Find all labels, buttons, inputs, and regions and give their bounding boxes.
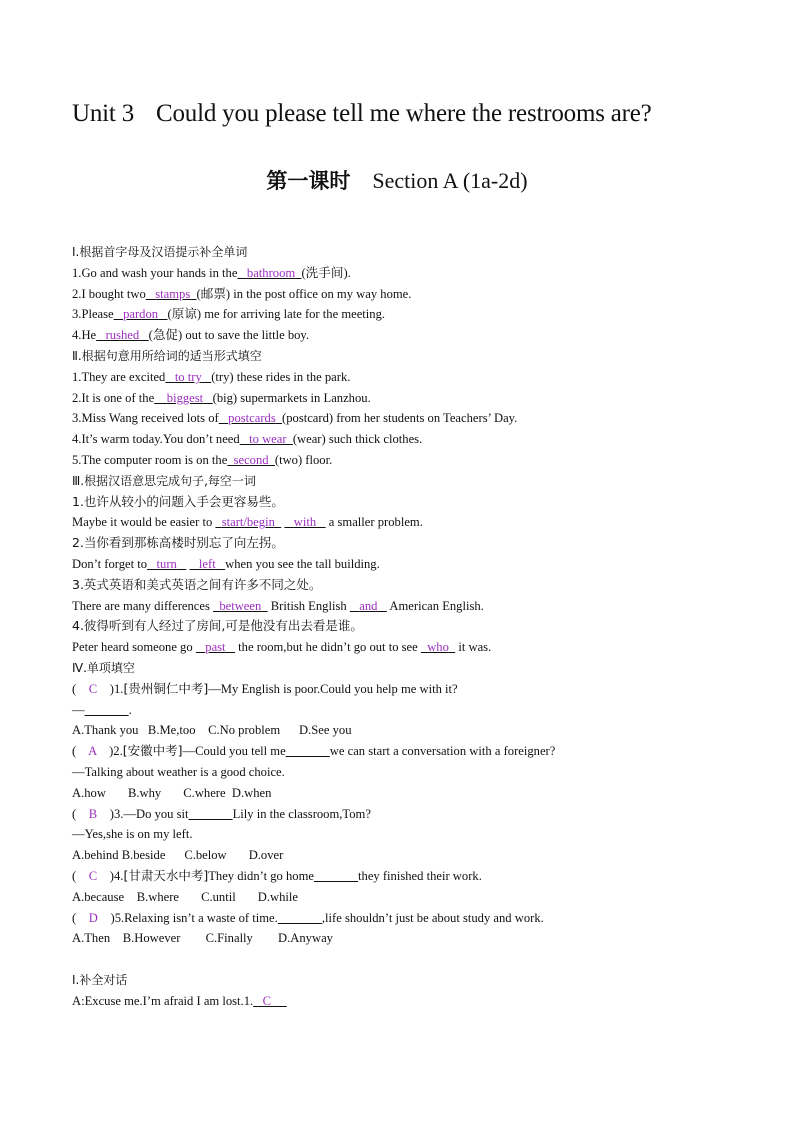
answer-blank [350, 599, 387, 613]
mc-reply: —Yes,she is on my left. [72, 827, 193, 842]
option: B.However [122, 931, 181, 946]
answer-text: biggest [166, 390, 204, 405]
mc-options [72, 845, 752, 866]
item-text: )5. [110, 910, 125, 925]
answer-blank [237, 266, 301, 280]
item-text: (洗手间). [301, 265, 351, 280]
unit-label: Unit 3 [72, 100, 134, 127]
item-text: There are many differences [72, 598, 210, 613]
exercise-item [72, 512, 752, 533]
answer-text: bathroom [246, 265, 296, 280]
answer-blank [165, 370, 211, 384]
source-tag: [贵州铜仁中考] [123, 680, 209, 696]
page-title [72, 100, 752, 128]
answer-blank [421, 640, 455, 654]
item-text: (big) supermarkets in Lanzhou. [212, 390, 371, 405]
answer-blank [146, 287, 197, 301]
unit-question: Could you please tell me where the restrooms are? [156, 100, 652, 127]
mc-options [72, 928, 752, 949]
exercise-item [72, 325, 752, 346]
section-heading: Ⅰ.根据首字母及汉语提示补全单词 [72, 245, 248, 259]
exercise-item [72, 284, 752, 305]
answer-text: to try [174, 369, 202, 384]
item-text: American English. [389, 598, 484, 613]
item-text: —Do you sit [123, 806, 189, 821]
item-text: we can start a conversation with a foreigner? [329, 744, 556, 759]
answer-text: and [359, 598, 378, 613]
item-text: )1. [109, 681, 124, 696]
section-heading: Ⅲ.根据汉语意思完成句子,每空一词 [72, 473, 256, 488]
answer-text: rushed [105, 328, 140, 343]
item-text: 5.The computer room is on the [72, 452, 228, 467]
source-tag: [安徽中考] [122, 743, 183, 759]
page-subtitle [0, 165, 794, 195]
answer-blank [286, 744, 330, 758]
answer-text: second [233, 452, 269, 467]
option: A.because [72, 889, 125, 904]
answer-text: turn [156, 556, 177, 571]
option: C.Finally [205, 931, 253, 946]
answer-text: stamps [155, 286, 191, 301]
answer-text: pardon [123, 307, 159, 322]
option: C.below [184, 848, 227, 863]
mc-question: ( B )3.—Do you sit Lily in the classroom,Tom? [72, 806, 371, 821]
answer-text: past [205, 640, 226, 655]
exercise-item [72, 554, 752, 575]
item-text: They didn’t go home [208, 868, 314, 883]
exercise-item [72, 263, 752, 284]
answer-blank [213, 599, 268, 613]
item-text: they finished their work. [358, 868, 482, 883]
answer-blank [314, 869, 358, 883]
item-text: 1.They are excited [72, 369, 166, 384]
option: B.Me,too [147, 723, 196, 738]
source-tag: [甘肃天水中考] [123, 867, 209, 883]
mc-answer: D [88, 910, 98, 925]
answer-text: with [293, 515, 317, 530]
item-text: A:Excuse me.I’m afraid I am lost.1. [72, 993, 254, 1008]
exercise-item [72, 429, 752, 450]
item-text: — [72, 702, 85, 717]
item-text: Relaxing isn’t a waste of time. [124, 910, 278, 925]
answer-blank [147, 557, 186, 571]
item-text: the room,but he didn’t go out to see [238, 640, 418, 655]
item-text: (try) these rides in the park. [211, 369, 351, 384]
option: D.over [248, 848, 284, 863]
mc-answer: A [88, 744, 97, 759]
item-text: (急促) out to save the little boy. [148, 328, 310, 343]
item-text: —My English is poor.Could you help me with it? [208, 681, 458, 696]
item-text: )4. [109, 868, 124, 883]
chinese-prompt: 3.英式英语和美式英语之间有许多不同之处。 [72, 576, 322, 592]
lesson-label: 第一课时 [266, 169, 351, 193]
answer-text: left [198, 556, 216, 571]
item-text: (postcard) from her students on Teachers’ Day. [282, 411, 518, 426]
exercise-item [72, 367, 752, 388]
option: D.See you [299, 723, 352, 738]
answer-blank [253, 994, 287, 1008]
item-text: when you see the tall building. [225, 556, 380, 571]
mc-question: ( A )2.[安徽中考]—Could you tell me we can start a conversation with a foreigner? [72, 743, 556, 759]
item-text: 2.It is one of the [72, 390, 155, 405]
mc-question: ( D )5.Relaxing isn’t a waste of time. ,life shouldn’t just be about study and work. [72, 910, 544, 925]
answer-blank [114, 307, 168, 321]
option: D.while [257, 889, 298, 904]
worksheet-body [72, 242, 752, 1011]
option: D.Anyway [278, 931, 333, 946]
answer-blank [240, 432, 293, 446]
item-text: (wear) such thick clothes. [292, 432, 423, 447]
mc-answer: C [88, 681, 98, 696]
mc-reply: —Talking about weather is a good choice. [72, 764, 285, 779]
exercise-item [72, 596, 752, 617]
answer-blank [189, 807, 233, 821]
item-text: 1.Go and wash your hands in the [72, 265, 238, 280]
answer-text: to wear [249, 432, 287, 447]
option: A.behind [72, 848, 119, 863]
spacer [72, 949, 752, 970]
answer-text: C [262, 993, 272, 1008]
answer-blank [278, 911, 322, 925]
mc-options [72, 783, 752, 804]
item-text: 3.Miss Wang received lots of [72, 411, 219, 426]
item-text: Maybe it would be easier to [72, 515, 213, 530]
chinese-prompt: 1.也许从较小的问题入手会更容易些。 [72, 493, 284, 509]
item-text: a smaller problem. [328, 515, 423, 530]
answer-blank [284, 515, 325, 529]
item-text: )3. [109, 806, 124, 821]
section-heading: Ⅰ.补全对话 [72, 972, 128, 987]
item-text: ,life shouldn’t just be about study and work. [321, 910, 544, 925]
mc-answer: B [88, 806, 98, 821]
option: C.where [183, 785, 226, 800]
option: D.when [231, 785, 272, 800]
item-text: 4.It’s warm today.You don’t need [72, 432, 240, 447]
exercise-item [72, 637, 752, 658]
option: A.Then [72, 931, 111, 946]
dialogue-line [72, 991, 752, 1012]
item-text: Lily in the classroom,Tom? [232, 806, 371, 821]
mc-question: ( C )1.[贵州铜仁中考]—My English is poor.Could you help me with it? [72, 680, 458, 696]
answer-blank [227, 453, 275, 467]
mc-answer: C [88, 868, 98, 883]
item-text: 2.I bought two [72, 286, 146, 301]
option: B.where [136, 889, 180, 904]
answer-blank [196, 640, 235, 654]
chinese-prompt: 4.彼得听到有人经过了房间,可是他没有出去看是谁。 [72, 618, 363, 634]
mc-question: ( C )4.[甘肃天水中考]They didn’t go home they finished their work. [72, 867, 482, 883]
section-heading: Ⅱ.根据句意用所给词的适当形式填空 [72, 348, 262, 363]
item-text: British English [270, 598, 347, 613]
answer-text: postcards [228, 411, 276, 426]
item-text: (邮票) in the post office on my way home. [196, 286, 412, 301]
section-heading: Ⅳ.单项填空 [72, 660, 135, 675]
option: A.how [72, 785, 106, 800]
answer-blank [96, 328, 148, 342]
answer-blank [189, 557, 225, 571]
answer-text: start/begin [221, 515, 275, 530]
mc-options [72, 720, 752, 741]
answer-text: between [219, 598, 262, 613]
item-text: 4.He [72, 328, 97, 343]
mc-reply: — . [72, 702, 132, 717]
answer-blank [85, 703, 129, 717]
item-text: 3.Please [72, 307, 114, 322]
option: B.why [127, 785, 162, 800]
chinese-prompt: 2.当你看到那栋高楼时别忘了向左拐。 [72, 535, 284, 551]
item-text: Peter heard someone go [72, 640, 193, 655]
answer-blank [219, 411, 282, 425]
item-text: (two) floor. [274, 452, 333, 467]
item-text: it was. [458, 640, 492, 655]
answer-blank [215, 515, 281, 529]
item-text: (原谅) me for arriving late for the meeting. [167, 307, 386, 322]
option: C.No problem [208, 723, 281, 738]
option: A.Thank you [72, 723, 139, 738]
exercise-item [72, 408, 752, 429]
exercise-item [72, 450, 752, 471]
exercise-item [72, 304, 752, 325]
item-text: )2. [109, 744, 123, 759]
item-text: —Could you tell me [182, 744, 286, 759]
exercise-item [72, 388, 752, 409]
answer-blank [154, 391, 212, 405]
option: C.until [201, 889, 236, 904]
section-label: Section A (1a-2d) [372, 168, 528, 193]
option: B.beside [121, 848, 166, 863]
mc-options [72, 887, 752, 908]
item-text: Don’t forget to [72, 556, 148, 571]
answer-text: who [427, 640, 449, 655]
